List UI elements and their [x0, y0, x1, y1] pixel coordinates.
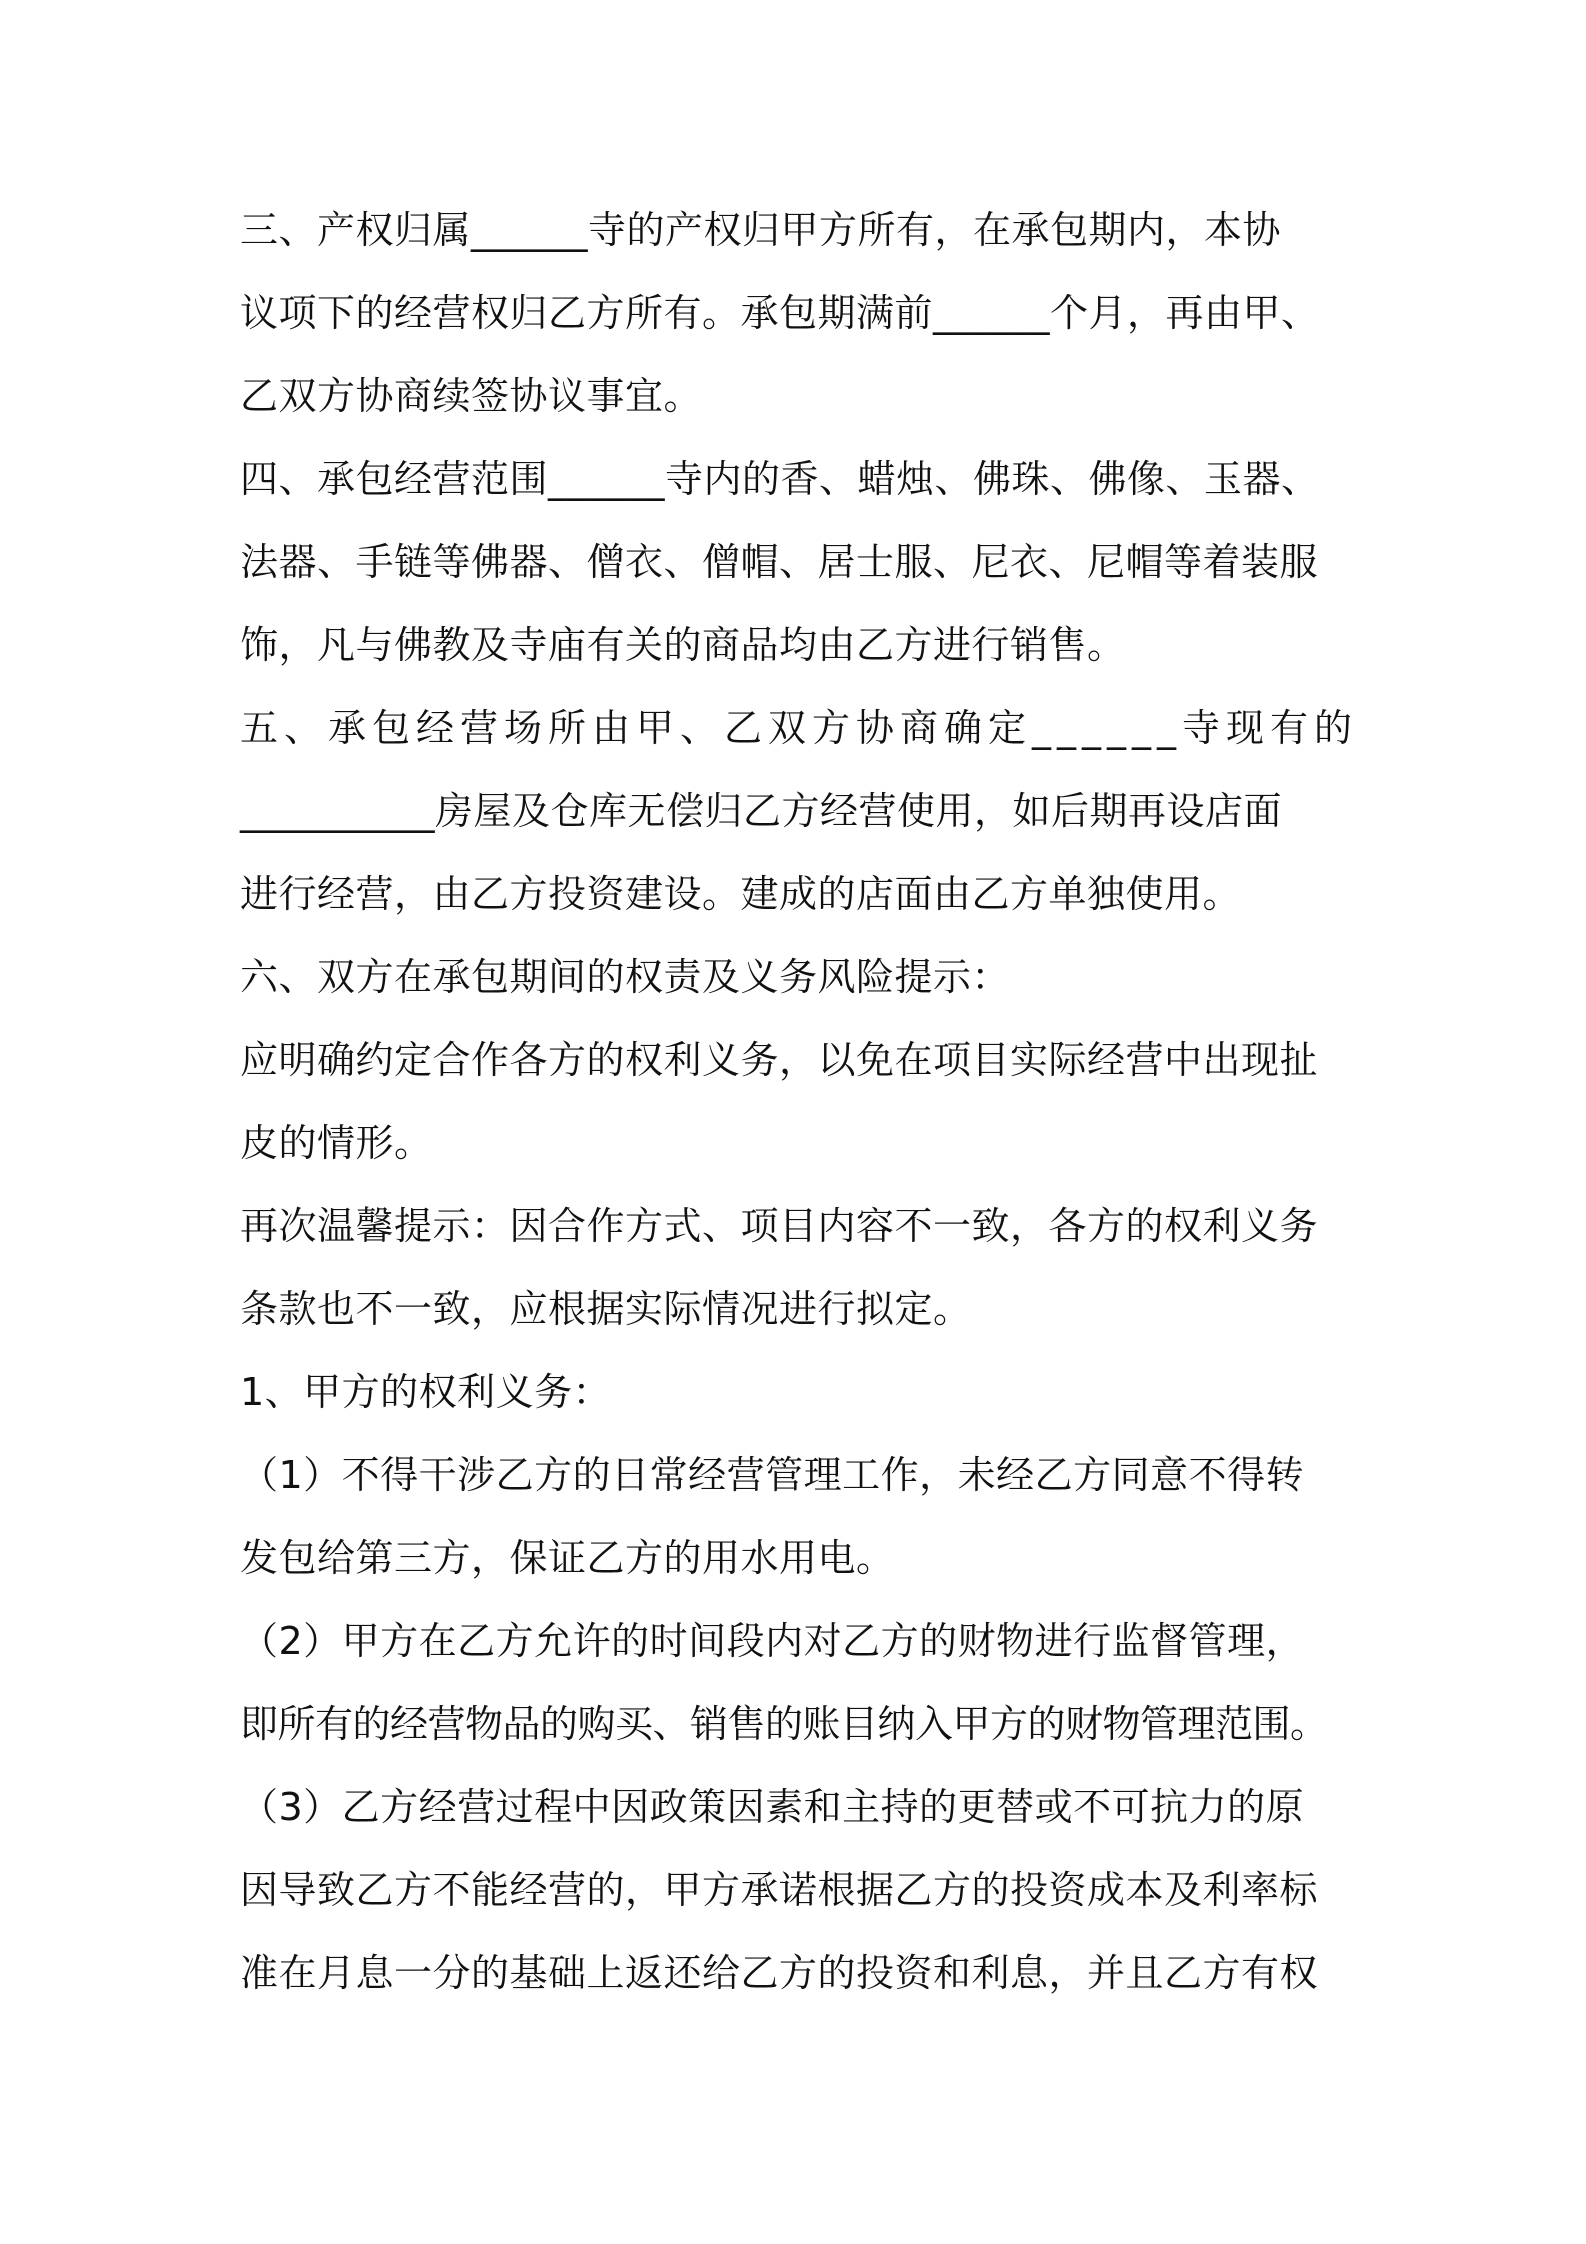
text-line-11: 应明确约定合作各方的权利义务，以免在项目实际经营中出现扯: [240, 1038, 1319, 1082]
text-line-19: 即所有的经营物品的购买、销售的账目纳入甲方的财物管理范围。: [240, 1702, 1328, 1746]
text-line-6: 饰，凡与佛教及寺庙有关的商品均由乙方进行销售。: [240, 623, 1126, 667]
text-line-3: 乙双方协商续签协议事宜。: [240, 374, 703, 418]
text-line-8: __________房屋及仓库无偿归乙方经营使用，如后期再设店面: [240, 789, 1283, 833]
text-line-10: 六、双方在承包期间的权责及义务风险提示：: [240, 955, 1011, 999]
text-line-18: （2）甲方在乙方允许的时间段内对乙方的财物进行监督管理，: [240, 1619, 1305, 1663]
text-line-1: 三、产权归属______寺的产权归甲方所有，在承包期内，本协: [240, 208, 1282, 252]
text-line-15: 1、甲方的权利义务：: [240, 1370, 612, 1414]
text-line-20: （3）乙方经营过程中因政策因素和主持的更替或不可抗力的原: [240, 1785, 1305, 1829]
text-line-7: 五、承包经营场所由甲、乙双方协商确定______寺现有的: [240, 706, 1359, 750]
text-line-17: 发包给第三方，保证乙方的用水用电。: [240, 1536, 895, 1580]
text-line-21: 因导致乙方不能经营的，甲方承诺根据乙方的投资成本及利率标: [240, 1868, 1319, 1912]
text-line-2: 议项下的经营权归乙方所有。承包期满前______个月，再由甲、: [240, 291, 1320, 335]
text-line-14: 条款也不一致，应根据实际情况进行拟定。: [240, 1287, 972, 1331]
text-line-12: 皮的情形。: [240, 1121, 433, 1165]
text-line-4: 四、承包经营范围______寺内的香、蜡烛、佛珠、佛像、玉器、: [240, 457, 1320, 501]
text-line-5: 法器、手链等佛器、僧衣、僧帽、居士服、尼衣、尼帽等着装服: [240, 540, 1319, 584]
text-line-22: 准在月息一分的基础上返还给乙方的投资和利息，并且乙方有权: [240, 1951, 1319, 1995]
text-line-9: 进行经营，由乙方投资建设。建成的店面由乙方单独使用。: [240, 872, 1242, 916]
text-line-16: （1）不得干涉乙方的日常经营管理工作，未经乙方同意不得转: [240, 1453, 1305, 1497]
text-line-13: 再次温馨提示：因合作方式、项目内容不一致，各方的权利义务: [240, 1204, 1319, 1248]
